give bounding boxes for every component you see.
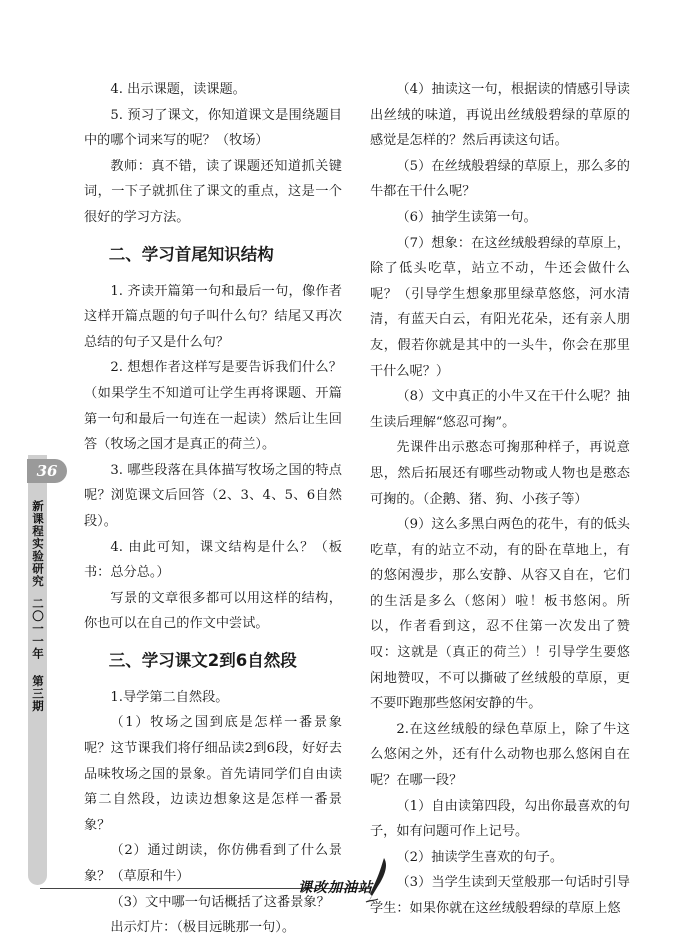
paragraph: 4. 由此可知，课文结构是什么？（板书：总分总。） [84,539,342,581]
paragraph: 1. 齐读开篇第一句和最后一句，像作者这样开篇点题的句子叫什么句？结尾又再次总结的句子又是什么句？ [84,283,342,350]
paragraph: （1）牧场之国到底是怎样一番景象呢？这节课我们将仔细品读2到6段，好好去品味牧场之国的景象。首先请同学们自由读第二自然段，边读边想象这是怎样一番景象？ [84,715,342,833]
pen-nib-icon [362,856,392,906]
paragraph: 出示灯片：（极目远眺那一句）。 [110,920,296,936]
section-heading: 二、学习首尾知识结构 [108,244,274,264]
journal-title: 新课程实验研究 [31,500,45,588]
paragraph: 写景的文章很多都可以用这样的结构，你也可以在自己的作文中尝试。 [84,590,342,632]
footer-logo: 课改加油站 [298,880,373,896]
paragraph: （5）在丝绒般碧绿的草原上，那么多的牛都在干什么呢？ [370,158,630,200]
paragraph: 4. 出示课题，读课题。 [110,82,246,97]
page-number: 36 [27,459,67,483]
journal-issue: 二〇一一年 第三期 [31,597,45,713]
paragraph: 1.导学第二自然段。 [110,689,229,705]
paragraph: 2. 想想作者这样写是要告诉我们什么？（如果学生不知道可让学生再将课题、开篇第一句和最后一句连在一起读）然后让生回答（牧场之国才是真正的荷兰）。 [84,360,342,453]
section-heading: 三、学习课文2到6自然段 [108,650,297,670]
paragraph: （2）通过朗读，你仿佛看到了什么景象？（草原和牛） [84,843,342,885]
paragraph: （3）当学生读到天堂般那一句话时引导学生：如果你就在这丝绒般碧绿的草原上悠 [370,875,630,916]
paragraph: 先课件出示憨态可掬那种样子，再说意思，然后拓展还有哪些动物或人物也是憨态可掬的。（企鹅、猪、狗、小孩子等） [370,440,630,507]
paragraph: 3. 哪些段落在具体描写牧场之国的特点呢？浏览课文后回答（2、3、4、5、6自然段）。 [84,462,342,529]
paragraph: 2.在这丝绒般的绿色草原上，除了牛这么悠闲之外，还有什么动物也那么悠闲自在呢？在哪一段？ [370,721,630,789]
right-column [370,77,630,922]
paragraph: 5. 预习了课文，你知道课文是围绕题目中的哪个词来写的呢？（牧场） [84,107,342,149]
paragraph: （4）抽读这一句，根据读的情感引导读出丝绒的味道，再说出丝绒般碧绿的草原的感觉是怎样的？然后再读这句话。 [370,82,630,149]
paragraph: 教师：真不错，读了课题还知道抓关键词，一下子就抓住了课文的重点，这是一个很好的学习方法。 [84,158,342,225]
paragraph: （2）抽读学生喜欢的句子。 [396,849,564,865]
sidebar-journal-info [29,500,46,713]
paragraph: （6）抽学生读第一句。 [396,209,537,225]
left-column [84,77,342,941]
paragraph: （1）自由读第四段，勾出你最喜欢的句子，如有问题可作上记号。 [370,798,630,840]
paragraph: （8）文中真正的小牛又在干什么呢？抽生读后理解“悠忍可掬”。 [370,389,630,430]
paragraph: （3）文中哪一句话概括了这番景象？ [110,894,330,910]
paragraph: （9）这么多黑白两色的花牛，有的低头吃草，有的站立不动，有的卧在草地上，有的悠闲漫步，那么安静、从容又自在，它们的生活是多么（悠闲）啦！板书悠闲。所以，作者看到这，忍不住第一次发出了赞叹：这就是（真正的荷兰）！引导学生要悠闲地赞叹，不可以撕破了丝绒般的草原，更不要吓跑那些悠闲安静的牛。 [370,517,630,712]
paragraph: （7）想象：在这丝绒般碧绿的草原上，除了低头吃草，站立不动，牛还会做什么呢？（引导学生想象那里绿草悠悠，河水清清，有蓝天白云，有阳光花朵，还有亲人朋友，假若你就是其中的一头牛，你会在那里干什么呢？） [370,235,630,379]
